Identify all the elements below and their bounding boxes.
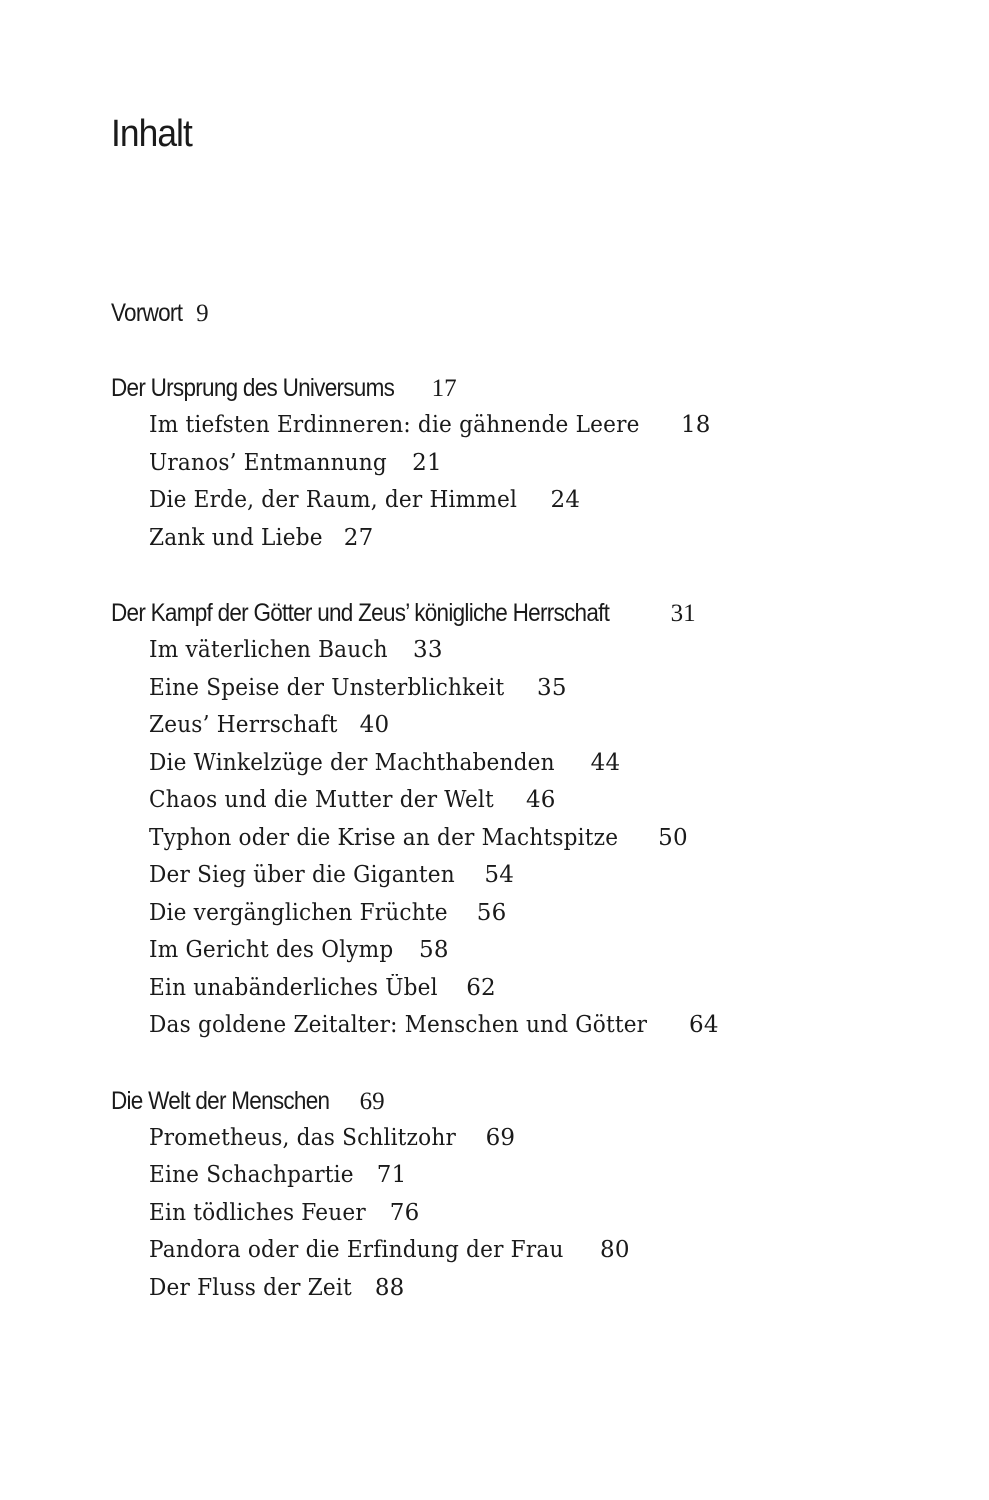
section-title: Der Ursprung des Universums (111, 374, 395, 402)
toc-entry[interactable] (111, 520, 931, 558)
section-title: Vorwort (111, 299, 183, 327)
entry-page-number: 56 (476, 899, 507, 926)
section-page-number: 31 (670, 600, 696, 627)
section-heading[interactable] (111, 594, 931, 632)
entry-page-number: 44 (590, 749, 621, 776)
toc-section-kampf (111, 594, 931, 1045)
toc-entry[interactable] (111, 857, 931, 895)
entry-title: Zank und Liebe (149, 524, 323, 551)
entry-title: Ein tödliches Feuer (149, 1199, 366, 1226)
toc-entry[interactable] (111, 1120, 931, 1158)
entry-page-number: 50 (658, 824, 688, 851)
toc-entry[interactable] (111, 482, 931, 520)
toc-section-ursprung (111, 369, 931, 557)
entry-page-number: 69 (485, 1124, 516, 1151)
entry-title: Prometheus, das Schlitzohr (149, 1124, 456, 1151)
entry-title: Ein unabänderliches Übel (149, 974, 438, 1001)
section-title: Die Welt der Menschen (111, 1086, 330, 1115)
toc-entry[interactable] (111, 632, 931, 670)
entry-title: Der Fluss der Zeit (149, 1274, 352, 1301)
entry-title: Die Winkelzüge der Machthabenden (149, 749, 555, 776)
entry-page-number: 21 (412, 449, 442, 476)
entry-page-number: 27 (343, 524, 374, 551)
entry-page-number: 80 (600, 1237, 630, 1263)
entry-title: Im tiefsten Erdinneren: die gähnende Leere (149, 412, 640, 438)
toc-entry[interactable] (111, 932, 931, 970)
toc-entry[interactable] (111, 745, 931, 783)
entry-page-number: 33 (413, 637, 443, 663)
page-title: Inhalt (111, 113, 192, 155)
section-heading[interactable] (111, 369, 931, 407)
entry-page-number: 18 (680, 412, 711, 438)
entry-title: Der Sieg über die Giganten (149, 862, 455, 888)
entry-page-number: 76 (389, 1199, 420, 1226)
toc-entry[interactable] (111, 1157, 931, 1195)
entry-title: Im Gericht des Olymp (149, 937, 394, 963)
table-of-contents (111, 294, 931, 1307)
section-heading[interactable] (111, 1082, 931, 1120)
section-page-number: 69 (359, 1087, 385, 1115)
entry-title: Typhon oder die Krise an der Machtspitze (149, 824, 619, 851)
entry-title: Pandora oder die Erfindung der Frau (149, 1237, 564, 1263)
toc-entry[interactable] (111, 445, 931, 483)
entry-title: Das goldene Zeitalter: Menschen und Götter (149, 1012, 648, 1038)
entry-page-number: 24 (550, 487, 581, 513)
toc-entry[interactable] (111, 407, 931, 445)
entry-title: Eine Speise der Unsterblichkeit (149, 674, 505, 701)
entry-page-number: 62 (466, 974, 496, 1001)
entry-title: Uranos’ Entmannung (149, 449, 387, 476)
section-page-number: 9 (196, 300, 209, 327)
entry-page-number: 35 (537, 674, 567, 701)
toc-entry[interactable] (111, 1195, 931, 1233)
entry-title: Zeus’ Herrschaft (149, 712, 338, 738)
entry-page-number: 71 (376, 1162, 407, 1188)
toc-section-welt (111, 1082, 931, 1308)
entry-title: Die Erde, der Raum, der Himmel (149, 487, 518, 513)
toc-entry[interactable] (111, 895, 931, 933)
entry-page-number: 54 (484, 862, 515, 888)
entry-title: Im väterlichen Bauch (149, 637, 388, 663)
toc-entry[interactable] (111, 1232, 931, 1270)
toc-entry[interactable] (111, 1007, 931, 1045)
entry-title: Die vergänglichen Früchte (149, 899, 448, 926)
entry-page-number: 64 (689, 1012, 719, 1038)
toc-entry[interactable] (111, 970, 931, 1008)
entry-page-number: 88 (374, 1274, 405, 1301)
entry-title: Eine Schachpartie (149, 1162, 354, 1188)
toc-entry[interactable] (111, 782, 931, 820)
entry-title: Chaos und die Mutter der Welt (149, 787, 494, 813)
section-page-number: 17 (431, 375, 457, 402)
section-heading[interactable] (111, 294, 931, 332)
toc-entry[interactable] (111, 707, 931, 745)
toc-section-vorwort (111, 294, 931, 332)
toc-entry[interactable] (111, 670, 931, 708)
entry-page-number: 40 (359, 712, 390, 738)
entry-page-number: 46 (525, 787, 556, 813)
section-title: Der Kampf der Götter und Zeus’ königliche Herrschaft (111, 599, 610, 627)
toc-entry[interactable] (111, 1270, 931, 1308)
entry-page-number: 58 (418, 937, 449, 963)
toc-entry[interactable] (111, 820, 931, 858)
